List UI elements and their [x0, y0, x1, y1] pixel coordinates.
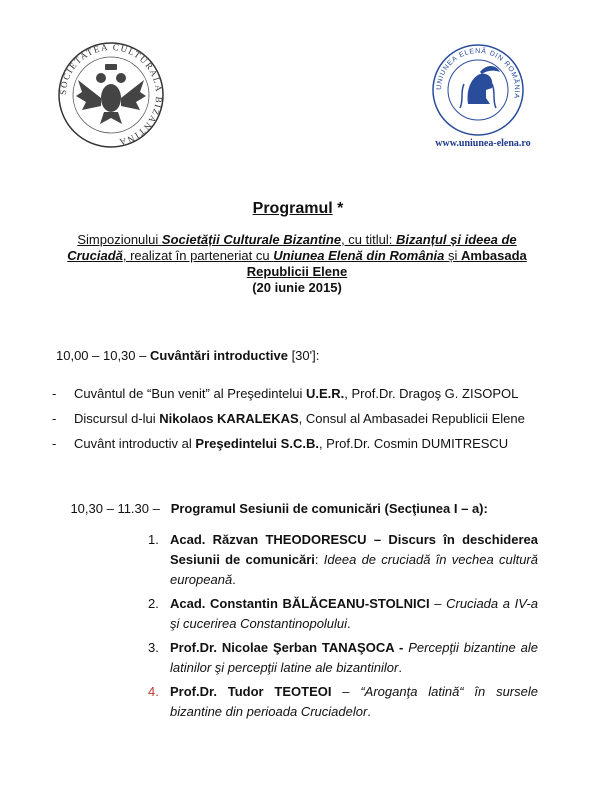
- page-title: [0, 200, 596, 218]
- left-logo-ring-text: SOCIETATEA CULTURALA BIZANTINA: [57, 41, 165, 148]
- list-item: 3. Prof.Dr. Nicolae Şerban TANAŞOCA - Percepţii bizantine ale latinilor şi percepţii latine ale bizantinilor.: [148, 640, 538, 675]
- session-1-time: 10,00 – 10,30 –: [56, 348, 150, 363]
- intro-text-2: , cu titlul:: [341, 232, 396, 247]
- double-headed-eagle-seal-icon: [56, 40, 166, 150]
- session-2-time: 10,30 – 11.30 –: [70, 501, 171, 516]
- intro-partner: Uniunea Elenă din România: [273, 248, 445, 263]
- website-link[interactable]: www.uniunea-elena.ro: [435, 138, 531, 149]
- list-item: - Cuvântul de “Bun venit” al Preşedintelui U.E.R., Prof.Dr. Dragoş G. ZISOPOL: [52, 386, 519, 401]
- list-item: - Discursul d-lui Nikolaos KARALEKAS, Consul al Ambasadei Republicii Elene: [52, 411, 525, 426]
- title-main: Programul: [252, 200, 333, 217]
- intro-date: (20 iunie 2015): [252, 280, 342, 295]
- list-item: 2. Acad. Constantin BĂLĂCEANU-STOLNICI – Cruciada a IV-a şi cucerirea Constantinopolului.: [148, 596, 538, 631]
- intro-text-4: și: [444, 248, 462, 263]
- intro-topic: Bizanțul și ideea de Cruciadă: [67, 232, 517, 263]
- session-1-heading: [56, 348, 319, 363]
- right-logo-ring-text: UNIUNEA ELENĂ DIN ROMÂNIA: [435, 47, 521, 100]
- intro-text-1: Simpozionului: [77, 232, 162, 247]
- intro-embassy: Ambasada Republicii Elene: [246, 248, 527, 279]
- session-1-label: Cuvântări introductive: [149, 348, 288, 363]
- session-1-duration: [30']:: [287, 348, 320, 363]
- list-item: - Cuvânt introductiv al Preşedintelui S.C.B., Prof.Dr. Cosmin DUMITRESCU: [52, 436, 509, 451]
- session-2-label: Programul Sesiunii de comunicări (Secţiunea I – a):: [170, 501, 488, 516]
- talks-list: [148, 530, 538, 726]
- speeches-list: [52, 386, 572, 461]
- intro-paragraph: [52, 232, 542, 296]
- list-item: 1. Acad. Răzvan THEODORESCU – Discurs în deschiderea Sesiunii de comunicări: Ideea de cruciadă în vechea cultură europeană.: [148, 532, 538, 587]
- intro-organization: Societății Culturale Bizantine: [161, 232, 342, 247]
- title-asterisk: *: [332, 200, 344, 217]
- session-2-heading: [56, 486, 488, 531]
- greek-helmet-seal-icon: [430, 42, 526, 138]
- intro-text-3: , realizat în parteneriat cu: [122, 248, 274, 263]
- list-item: 4. Prof.Dr. Tudor TEOTEOI – “Aroganţa latină“ în sursele bizantine din perioada Cruciadelor.: [148, 684, 538, 719]
